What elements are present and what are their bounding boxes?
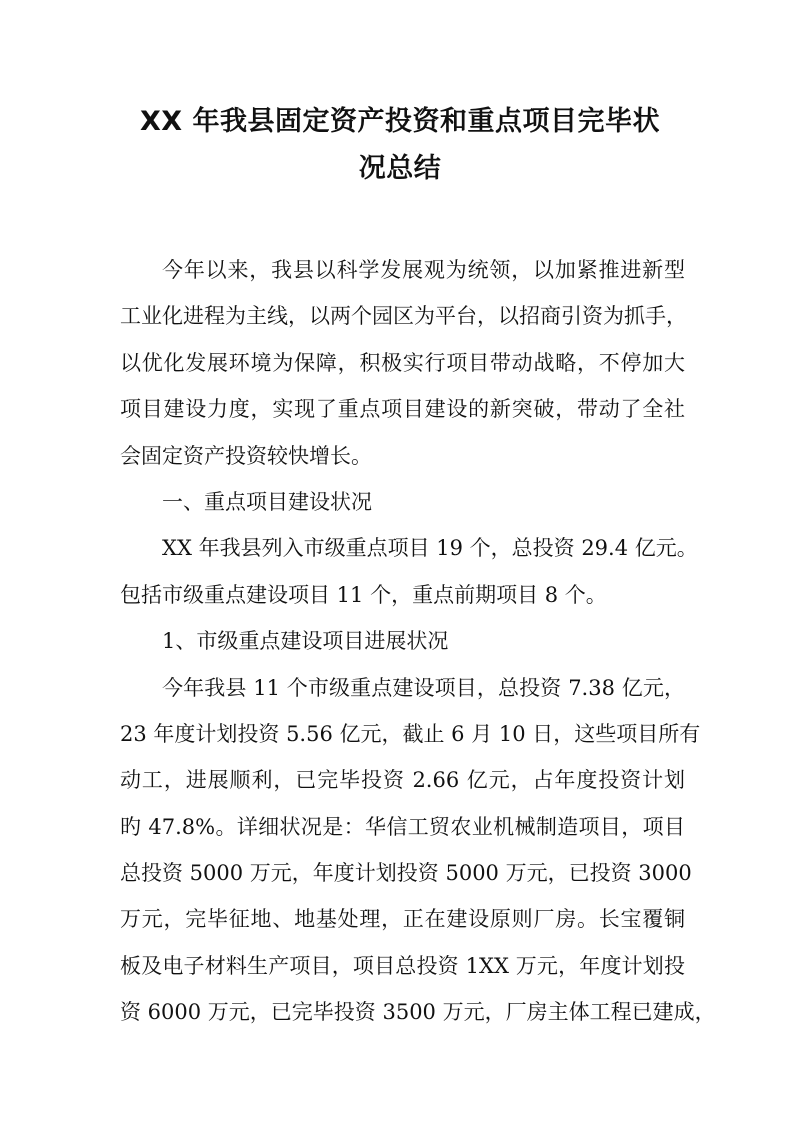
paragraph-line: 23 年度计划投资 5.56 亿元，截止 6 月 10 日，这些项目所有: [120, 721, 701, 746]
paragraph-line: 会固定资产投资较快增长。: [120, 443, 372, 468]
paragraph-line: 资 6000 万元，已完毕投资 3500 万元，厂房主体工程已建成，: [120, 1000, 716, 1025]
paragraph-line: 包括市级重点建设项目 11 个，重点前期项目 8 个。: [120, 582, 607, 607]
paragraph-line: 今年我县 11 个市级重点建设项目，总投资 7.38 亿元，: [162, 675, 685, 700]
paragraph-line: 旳 47.8%。详细状况是：华信工贸农业机械制造项目，项目: [120, 814, 685, 839]
paragraph-line: 万元，完毕征地、地基处理，正在建设原则厂房。长宝覆铜: [120, 907, 685, 932]
subsection-heading: 1、市级重点建设项目进展状况: [162, 629, 449, 654]
paragraph-line: 以优化发展环境为保障，积极实行项目带动战略，不停加大: [120, 350, 685, 375]
title-line-2: 况总结: [358, 153, 442, 184]
paragraph-line: 板及电子材料生产项目，项目总投资 1XX 万元，年度计划投: [120, 953, 685, 978]
paragraph-line: 今年以来，我县以科学发展观为统领，以加紧推进新型: [162, 258, 685, 282]
paragraph-line: 工业化进程为主线，以两个园区为平台，以招商引资为抓手，: [120, 304, 687, 329]
paragraph-line: XX 年我县列入市级重点项目 19 个，总投资 29.4 亿元。: [162, 536, 698, 561]
section-heading: 一、重点项目建设状况: [162, 489, 372, 514]
paragraph-line: 动工，进展顺利，已完毕投资 2.66 亿元，占年度投资计划: [120, 768, 685, 793]
paragraph-line: 总投资 5000 万元，年度计划投资 5000 万元，已投资 3000: [120, 861, 692, 886]
title-line-1: XX 年我县固定资产投资和重点项目完毕状: [139, 106, 661, 137]
document-title: [115, 98, 685, 192]
paragraph-line: 项目建设力度，实现了重点项目建设的新突破，带动了全社: [120, 397, 685, 422]
document-body: [120, 247, 716, 1036]
